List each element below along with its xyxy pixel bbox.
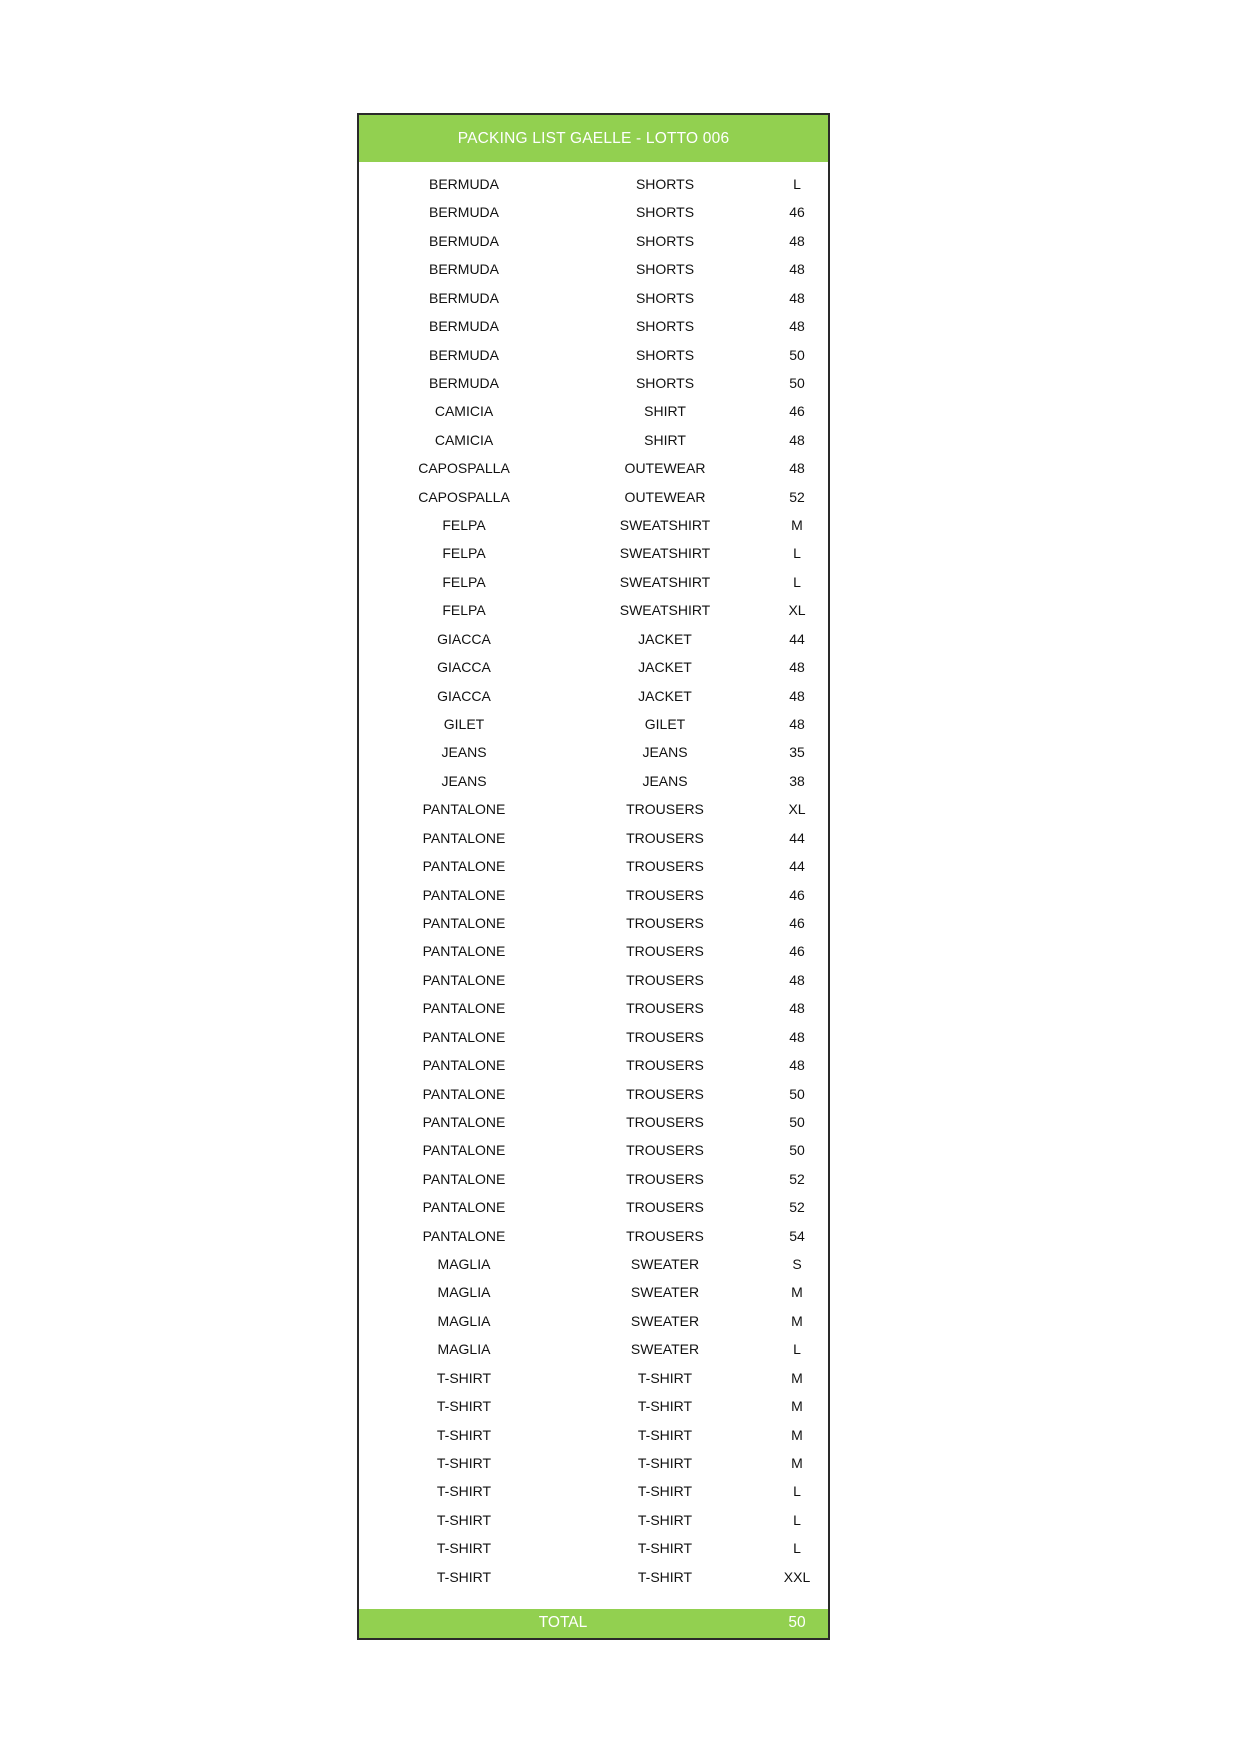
item-category-en: JEANS <box>642 744 688 761</box>
table-row <box>359 312 828 340</box>
item-name-it: PANTALONE <box>422 801 506 818</box>
item-name-it: MAGLIA <box>437 1341 491 1358</box>
table-row <box>359 454 828 482</box>
item-category-en: TROUSERS <box>626 1142 704 1159</box>
table-row <box>359 1222 828 1250</box>
item-category-en: SHORTS <box>635 318 695 335</box>
table-row <box>359 1449 828 1477</box>
table-row <box>359 682 828 710</box>
item-size: 48 <box>789 431 805 448</box>
item-size: 50 <box>789 374 805 391</box>
item-name-it: CAMICIA <box>434 431 494 448</box>
table-row <box>359 625 828 653</box>
table-row <box>359 881 828 909</box>
table-row <box>359 1250 828 1278</box>
item-category-en: SHORTS <box>635 374 695 391</box>
table-body <box>359 162 828 1591</box>
item-size: XL <box>788 602 806 619</box>
table-row <box>359 1392 828 1420</box>
table-row <box>359 966 828 994</box>
item-name-it: BERMUDA <box>428 318 500 335</box>
item-category-en: SHORTS <box>635 232 695 249</box>
item-size: 52 <box>789 1170 805 1187</box>
item-size: 48 <box>789 659 805 676</box>
item-category-en: SWEATSHIRT <box>619 573 711 590</box>
item-category-en: TROUSERS <box>626 1057 704 1074</box>
item-size: L <box>793 176 801 192</box>
table-row <box>359 795 828 823</box>
table-row <box>359 1278 828 1306</box>
table-row <box>359 369 828 397</box>
item-name-it: PANTALONE <box>422 1057 506 1074</box>
item-size: 44 <box>789 630 805 647</box>
item-size: 50 <box>789 1113 805 1130</box>
table-row <box>359 1335 828 1363</box>
item-size: 52 <box>789 1199 805 1216</box>
total-value: 50 <box>788 1614 806 1631</box>
item-name-it: PANTALONE <box>422 886 506 903</box>
item-category-en: TROUSERS <box>626 801 704 818</box>
item-name-it: BERMUDA <box>428 374 500 391</box>
item-name-it: PANTALONE <box>422 1199 506 1216</box>
item-category-en: TROUSERS <box>626 1227 704 1244</box>
item-name-it: MAGLIA <box>437 1256 491 1273</box>
table-row <box>359 824 828 852</box>
item-size: 50 <box>789 1142 805 1159</box>
item-name-it: PANTALONE <box>422 1142 506 1159</box>
item-category-en: TROUSERS <box>626 1113 704 1130</box>
item-category-en: TROUSERS <box>626 886 704 903</box>
item-name-it: PANTALONE <box>422 1170 506 1187</box>
item-category-en: SWEATER <box>630 1341 700 1358</box>
item-category-en: SHORTS <box>635 346 695 363</box>
table-row <box>359 397 828 425</box>
table-row <box>359 1364 828 1392</box>
table-row <box>359 1477 828 1505</box>
item-size: 46 <box>789 914 805 931</box>
item-size: L <box>793 1540 801 1557</box>
item-category-en: TROUSERS <box>626 1199 704 1216</box>
item-name-it: BERMUDA <box>428 232 500 249</box>
item-name-it: JEANS <box>441 744 487 761</box>
item-name-it: CAPOSPALLA <box>418 488 510 505</box>
item-category-en: SWEATSHIRT <box>619 602 711 619</box>
item-name-it: GIACCA <box>437 659 491 676</box>
item-size: L <box>793 545 801 562</box>
item-size: 48 <box>789 687 805 704</box>
table-row <box>359 1051 828 1079</box>
table-row <box>359 284 828 312</box>
item-name-it: JEANS <box>441 772 487 789</box>
item-category-en: TROUSERS <box>626 914 704 931</box>
item-name-it: GILET <box>443 716 485 733</box>
total-label: TOTAL <box>538 1614 588 1631</box>
item-name-it: CAMICIA <box>434 403 494 420</box>
item-category-en: T-SHIRT <box>637 1568 693 1585</box>
item-name-it: PANTALONE <box>422 1113 506 1130</box>
item-size: L <box>793 1511 801 1528</box>
table-row <box>359 994 828 1022</box>
item-size: M <box>791 1454 803 1471</box>
table-row <box>359 1136 828 1164</box>
table-row <box>359 852 828 880</box>
item-category-en: OUTEWEAR <box>624 460 706 477</box>
table-row <box>359 1421 828 1449</box>
item-category-en: T-SHIRT <box>637 1398 693 1415</box>
item-size: 48 <box>789 460 805 477</box>
item-name-it: PANTALONE <box>422 914 506 931</box>
item-category-en: JEANS <box>642 772 688 789</box>
table-row <box>359 767 828 795</box>
item-size: S <box>792 1256 802 1273</box>
item-category-en: T-SHIRT <box>637 1540 693 1557</box>
item-name-it: CAPOSPALLA <box>418 460 510 477</box>
table-row <box>359 1193 828 1221</box>
item-category-en: TROUSERS <box>626 1170 704 1187</box>
table-row <box>359 1165 828 1193</box>
item-name-it: FELPA <box>442 545 486 562</box>
item-size: L <box>793 1341 801 1358</box>
item-name-it: MAGLIA <box>437 1284 491 1301</box>
table-row <box>359 596 828 624</box>
table-row <box>359 341 828 369</box>
table-row <box>359 738 828 766</box>
item-size: 48 <box>789 1000 805 1017</box>
table-row <box>359 170 828 198</box>
item-size: M <box>791 1284 803 1301</box>
item-name-it: BERMUDA <box>428 261 500 278</box>
item-name-it: MAGLIA <box>437 1312 491 1329</box>
item-category-en: JACKET <box>638 659 692 676</box>
item-name-it: BERMUDA <box>428 176 500 192</box>
table-row <box>359 539 828 567</box>
item-category-en: TROUSERS <box>626 1028 704 1045</box>
item-category-en: TROUSERS <box>626 971 704 988</box>
item-size: 46 <box>789 403 805 420</box>
item-category-en: T-SHIRT <box>637 1426 693 1443</box>
table-row <box>359 198 828 226</box>
table-row <box>359 1023 828 1051</box>
item-category-en: SWEATER <box>630 1312 700 1329</box>
item-size: 35 <box>789 744 805 761</box>
item-name-it: PANTALONE <box>422 1085 506 1102</box>
item-category-en: TROUSERS <box>626 943 704 960</box>
item-category-en: SWEATER <box>630 1256 700 1273</box>
packing-list-table <box>357 113 830 1640</box>
item-category-en: JACKET <box>638 687 692 704</box>
item-category-en: SHORTS <box>635 204 695 221</box>
item-name-it: PANTALONE <box>422 858 506 875</box>
item-name-it: PANTALONE <box>422 1000 506 1017</box>
item-size: 48 <box>789 1028 805 1045</box>
item-name-it: T-SHIRT <box>436 1540 492 1557</box>
item-name-it: FELPA <box>442 517 486 534</box>
item-size: 52 <box>789 488 805 505</box>
table-row <box>359 1506 828 1534</box>
table-row <box>359 227 828 255</box>
table-row <box>359 653 828 681</box>
item-size: 46 <box>789 204 805 221</box>
item-name-it: PANTALONE <box>422 943 506 960</box>
item-size: 54 <box>789 1227 805 1244</box>
table-row <box>359 568 828 596</box>
item-name-it: PANTALONE <box>422 1028 506 1045</box>
item-category-en: TROUSERS <box>626 858 704 875</box>
table-row <box>359 937 828 965</box>
item-size: 44 <box>789 829 805 846</box>
item-name-it: T-SHIRT <box>436 1511 492 1528</box>
item-category-en: JACKET <box>638 630 692 647</box>
item-size: M <box>791 1312 803 1329</box>
item-size: 48 <box>789 318 805 335</box>
item-size: 46 <box>789 886 805 903</box>
item-category-en: T-SHIRT <box>637 1511 693 1528</box>
item-category-en: TROUSERS <box>626 1000 704 1017</box>
item-size: M <box>791 1426 803 1443</box>
item-category-en: TROUSERS <box>626 1085 704 1102</box>
table-row <box>359 1307 828 1335</box>
item-name-it: PANTALONE <box>422 971 506 988</box>
item-category-en: T-SHIRT <box>637 1454 693 1471</box>
item-category-en: GILET <box>644 716 686 733</box>
table-row <box>359 909 828 937</box>
item-category-en: OUTEWEAR <box>624 488 706 505</box>
item-name-it: BERMUDA <box>428 289 500 306</box>
item-category-en: SHORTS <box>635 261 695 278</box>
item-name-it: T-SHIRT <box>436 1568 492 1585</box>
item-name-it: GIACCA <box>437 687 491 704</box>
item-name-it: T-SHIRT <box>436 1426 492 1443</box>
table-row <box>359 255 828 283</box>
table-row <box>359 1108 828 1136</box>
item-category-en: SWEATSHIRT <box>619 545 711 562</box>
item-category-en: T-SHIRT <box>637 1369 693 1386</box>
item-category-en: T-SHIRT <box>637 1483 693 1500</box>
item-name-it: FELPA <box>442 602 486 619</box>
item-category-en: TROUSERS <box>626 829 704 846</box>
item-size: 48 <box>789 716 805 733</box>
table-row <box>359 1534 828 1562</box>
item-name-it: FELPA <box>442 573 486 590</box>
item-size: XXL <box>783 1568 811 1585</box>
item-size: 48 <box>789 261 805 278</box>
item-size: 50 <box>789 346 805 363</box>
table-row <box>359 1080 828 1108</box>
item-name-it: PANTALONE <box>422 829 506 846</box>
item-size: 50 <box>789 1085 805 1102</box>
item-name-it: PANTALONE <box>422 1227 506 1244</box>
item-name-it: T-SHIRT <box>436 1369 492 1386</box>
table-row <box>359 511 828 539</box>
table-row <box>359 710 828 738</box>
item-size: 46 <box>789 943 805 960</box>
table-title: PACKING LIST GAELLE - LOTTO 006 <box>359 115 828 162</box>
item-size: 48 <box>789 971 805 988</box>
item-size: 38 <box>789 772 805 789</box>
table-row <box>359 1563 828 1591</box>
item-category-en: SWEATSHIRT <box>619 517 711 534</box>
item-size: XL <box>788 801 806 818</box>
item-size: M <box>791 1369 803 1386</box>
item-category-en: SHORTS <box>635 176 695 192</box>
item-size: M <box>791 1398 803 1415</box>
item-size: L <box>793 573 801 590</box>
item-category-en: SHIRT <box>644 403 686 420</box>
item-name-it: T-SHIRT <box>436 1398 492 1415</box>
item-name-it: BERMUDA <box>428 346 500 363</box>
item-name-it: T-SHIRT <box>436 1454 492 1471</box>
total-row <box>359 1609 828 1638</box>
item-category-en: SHIRT <box>644 431 686 448</box>
item-size: M <box>791 517 803 534</box>
item-size: 48 <box>789 232 805 249</box>
item-size: 48 <box>789 1057 805 1074</box>
item-name-it: T-SHIRT <box>436 1483 492 1500</box>
table-row <box>359 483 828 511</box>
table-row <box>359 426 828 454</box>
item-category-en: SWEATER <box>630 1284 700 1301</box>
item-category-en: SHORTS <box>635 289 695 306</box>
item-size: 48 <box>789 289 805 306</box>
item-name-it: BERMUDA <box>428 204 500 221</box>
item-size: 44 <box>789 858 805 875</box>
item-name-it: GIACCA <box>437 630 491 647</box>
item-size: L <box>793 1483 801 1500</box>
